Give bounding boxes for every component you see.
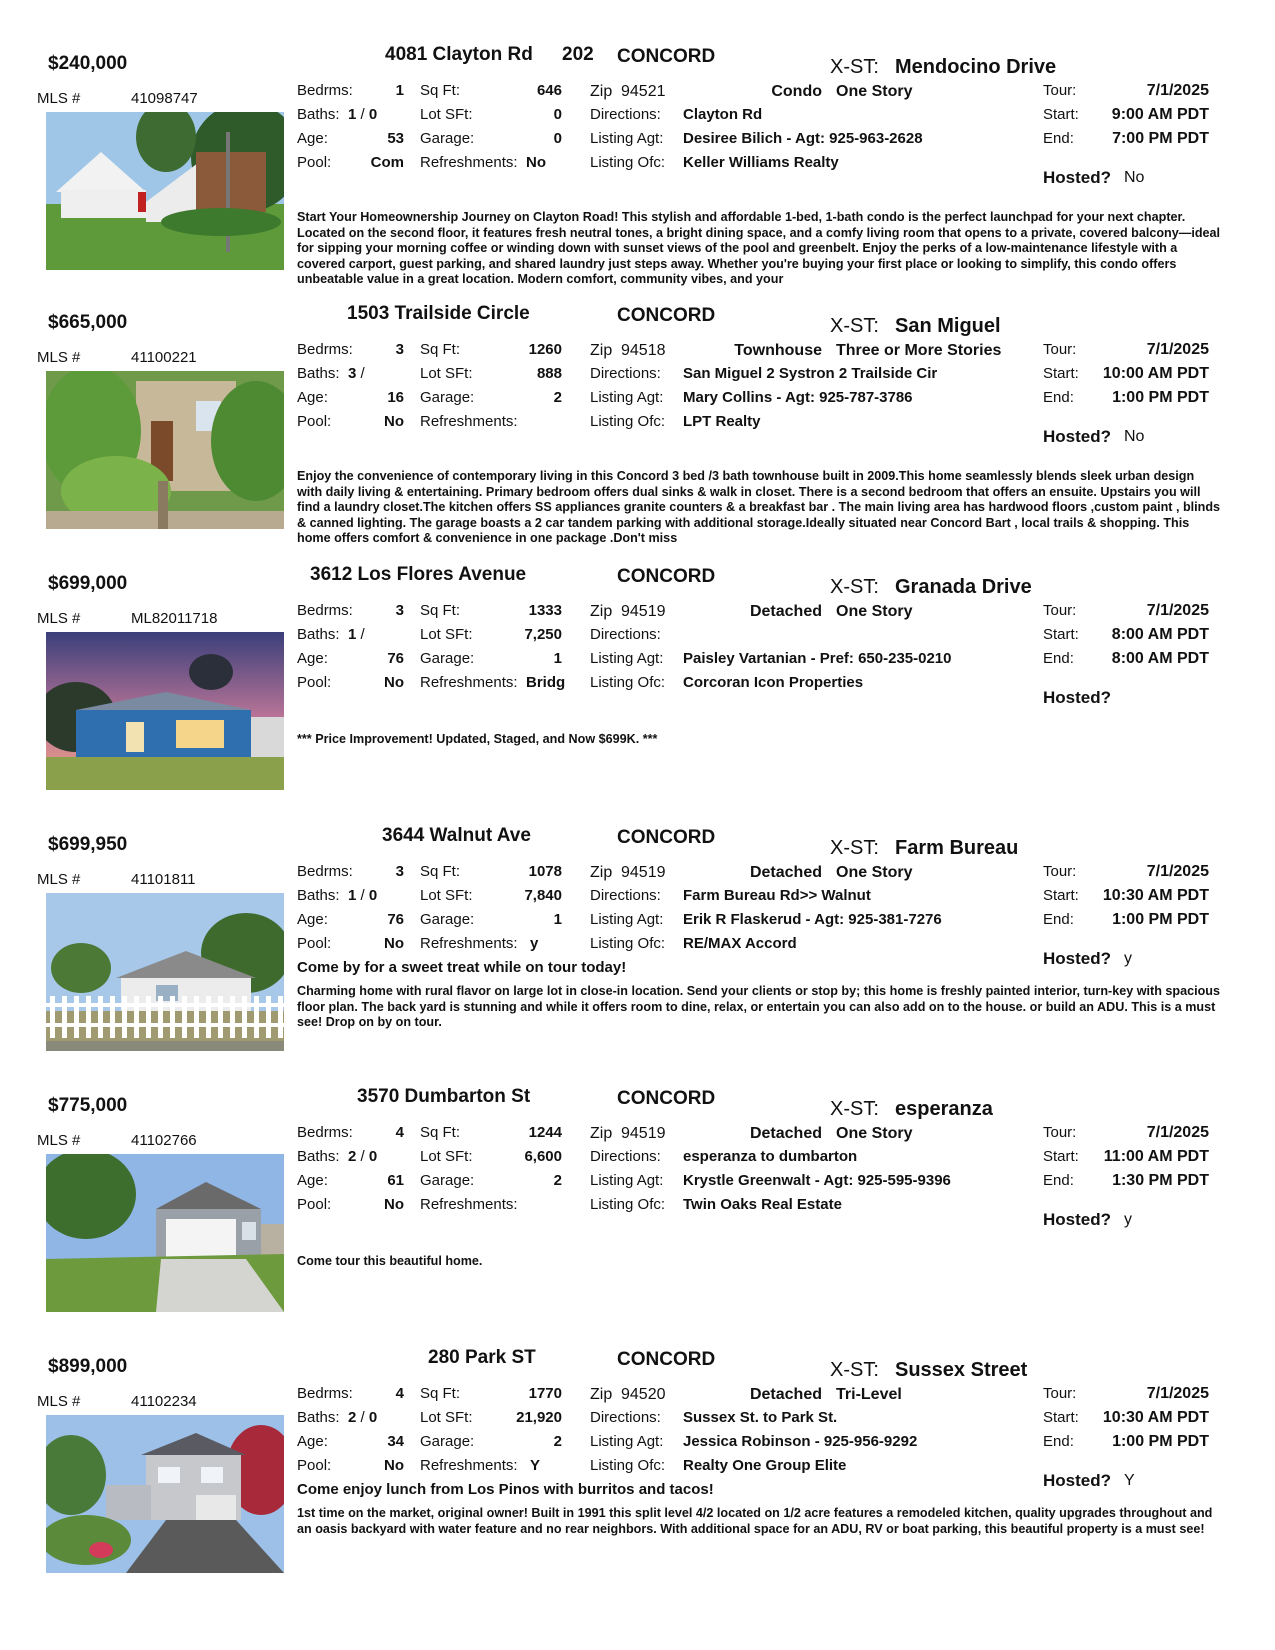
- hosted-label: Hosted?: [1043, 1471, 1111, 1490]
- listing-agent-value: Mary Collins - Agt: 925-787-3786: [683, 389, 913, 406]
- baths-value: 2 / 0: [348, 1409, 378, 1426]
- listing-agent-value: Jessica Robinson - 925-956-9292: [683, 1433, 918, 1450]
- mls-label: MLS #: [37, 610, 81, 627]
- lot-sqft-label: Lot SFt:: [420, 1409, 473, 1426]
- lot-sqft-value: 21,920: [516, 1409, 562, 1426]
- tour-date: 7/1/2025: [1146, 1385, 1209, 1402]
- house-photo: [46, 1154, 284, 1312]
- bedrooms-value: 4: [395, 1124, 404, 1141]
- property-photo: [46, 632, 284, 790]
- pool-label: Pool:: [297, 413, 332, 430]
- listing-office-value: Twin Oaks Real Estate: [683, 1196, 842, 1213]
- city: CONCORD: [617, 566, 716, 587]
- property-photo: [46, 893, 284, 1051]
- description: Charming home with rural flavor on large lot in close-in location. Send your clients or stop by; this home is freshly painted interior, turn-key with spacious floor plan. The back yard is stunning and while it offers room to dine, relax, or entertain you can also add on to the house. or build an ADU. This is a must see! Drop on by on tour.: [297, 984, 1220, 1030]
- condo-photo: [46, 112, 284, 270]
- tour-label: Tour:: [1043, 82, 1077, 99]
- zip-value: 94521: [621, 83, 666, 100]
- listing-office-label: Listing Ofc:: [590, 674, 666, 691]
- garage-label: Garage:: [420, 389, 475, 406]
- hosted-label: Hosted?: [1043, 168, 1111, 187]
- bedrooms-value: 4: [395, 1385, 404, 1402]
- bedrooms-label: Bedrms:: [297, 1124, 353, 1141]
- lot-sqft-value: 6,600: [524, 1148, 562, 1165]
- end-label: End:: [1043, 130, 1074, 147]
- end-label: End:: [1043, 1172, 1074, 1189]
- age-value: 34: [387, 1433, 404, 1450]
- promo-text: Come enjoy lunch from Los Pinos with burritos and tacos!: [297, 1481, 714, 1498]
- house-photo: [46, 893, 284, 1051]
- start-label: Start:: [1043, 106, 1079, 123]
- mls-label: MLS #: [37, 1393, 81, 1410]
- listing-office-value: RE/MAX Accord: [683, 935, 797, 952]
- baths-value: 2 / 0: [348, 1148, 378, 1165]
- start-label: Start:: [1043, 1148, 1079, 1165]
- directions-label: Directions:: [590, 1409, 661, 1426]
- stories: One Story: [836, 603, 913, 620]
- baths-value: 1 / 0: [348, 887, 378, 904]
- age-value: 61: [387, 1172, 404, 1189]
- listing-agent-label: Listing Agt:: [590, 650, 664, 667]
- tour-label: Tour:: [1043, 863, 1077, 880]
- baths-label: Baths:: [297, 1409, 340, 1426]
- stories: Three or More Stories: [836, 342, 1002, 359]
- cross-street-label: X-ST:: [830, 576, 879, 598]
- property-type: Detached: [749, 603, 822, 620]
- garage-label: Garage:: [420, 1172, 475, 1189]
- lot-sqft-value: 7,840: [524, 887, 562, 904]
- age-value: 16: [387, 389, 404, 406]
- hosted-value: y: [1124, 1211, 1132, 1228]
- directions-value: San Miguel 2 Systron 2 Trailside Cir: [683, 365, 938, 382]
- end-label: End:: [1043, 389, 1074, 406]
- stories: One Story: [836, 864, 913, 881]
- garage-label: Garage:: [420, 1433, 475, 1450]
- bedrooms-value: 3: [395, 341, 404, 358]
- baths-label: Baths:: [297, 1148, 340, 1165]
- sqft-label: Sq Ft:: [420, 1385, 461, 1402]
- mls-number: 41102234: [131, 1393, 197, 1410]
- tour-date: 7/1/2025: [1146, 863, 1209, 880]
- age-label: Age:: [297, 389, 328, 406]
- cross-street: esperanza: [895, 1098, 993, 1120]
- pool-value: No: [384, 1457, 404, 1474]
- listing-agent-value: Krystle Greenwalt - Agt: 925-595-9396: [683, 1172, 951, 1189]
- zip-value: 94519: [621, 1125, 666, 1142]
- zip-value: 94519: [621, 864, 666, 881]
- mls-label: MLS #: [37, 90, 81, 107]
- address: 4081 Clayton Rd: [385, 44, 533, 65]
- townhouse-photo: [46, 371, 284, 529]
- mls-number: 41098747: [131, 90, 198, 107]
- tour-date: 7/1/2025: [1146, 602, 1209, 619]
- refreshments-label: Refreshments:: [420, 674, 518, 691]
- listing-agent-label: Listing Agt:: [590, 911, 664, 928]
- pool-value: No: [384, 935, 404, 952]
- listing-office-label: Listing Ofc:: [590, 1457, 666, 1474]
- garage-label: Garage:: [420, 650, 475, 667]
- property-type: Detached: [749, 864, 822, 881]
- listing-office-value: Realty One Group Elite: [683, 1457, 847, 1474]
- cross-street: San Miguel: [895, 315, 1001, 337]
- city: CONCORD: [617, 827, 716, 848]
- mls-label: MLS #: [37, 871, 81, 888]
- bedrooms-label: Bedrms:: [297, 602, 353, 619]
- cross-street: Granada Drive: [895, 576, 1032, 598]
- promo-text: Come by for a sweet treat while on tour today!: [297, 959, 627, 976]
- sqft-value: 1770: [528, 1385, 562, 1402]
- address: 3644 Walnut Ave: [382, 825, 531, 846]
- bedrooms-label: Bedrms:: [297, 863, 353, 880]
- directions-label: Directions:: [590, 106, 661, 123]
- zip-value: 94518: [621, 342, 666, 359]
- zip-label: Zip: [590, 1125, 613, 1142]
- directions-value: esperanza to dumbarton: [683, 1148, 858, 1165]
- description: 1st time on the market, original owner! Built in 1991 this split level 4/2 located on 1/2 acre features a remodeled kitchen, quality upgrades throughout and an oasis backyard with water feature and no rear neighbors. With additional space for an ADU, RV or boat parking, this beautiful property is a must see!: [297, 1506, 1213, 1536]
- refreshments-value: No: [526, 154, 546, 171]
- listing-card: [0, 1343, 1275, 1603]
- refreshments-label: Refreshments:: [420, 935, 518, 952]
- refreshments-value: Bridg: [526, 674, 566, 691]
- listing-card: [0, 1082, 1275, 1342]
- mls-label: MLS #: [37, 1132, 81, 1149]
- sqft-value: 646: [536, 82, 562, 99]
- mls-number: 41101811: [131, 871, 196, 888]
- address: 3570 Dumbarton St: [357, 1086, 531, 1107]
- end-time: 1:00 PM PDT: [1112, 1433, 1209, 1450]
- tour-label: Tour:: [1043, 602, 1077, 619]
- garage-value: 0: [553, 130, 562, 147]
- garage-label: Garage:: [420, 911, 475, 928]
- listing-office-label: Listing Ofc:: [590, 1196, 666, 1213]
- property-type: Detached: [749, 1386, 822, 1403]
- bedrooms-label: Bedrms:: [297, 341, 353, 358]
- address: 3612 Los Flores Avenue: [310, 564, 527, 585]
- listing-office-value: LPT Realty: [683, 413, 761, 430]
- garage-value: 2: [553, 1433, 562, 1450]
- cross-street: Farm Bureau: [895, 837, 1019, 859]
- listing-office-value: Keller Williams Realty: [683, 154, 839, 171]
- directions-label: Directions:: [590, 1148, 661, 1165]
- stories: One Story: [836, 83, 913, 100]
- sqft-label: Sq Ft:: [420, 1124, 461, 1141]
- zip-value: 94520: [621, 1386, 666, 1403]
- cross-street-label: X-ST:: [830, 56, 879, 78]
- baths-label: Baths:: [297, 365, 340, 382]
- garage-value: 1: [553, 650, 562, 667]
- property-photo: [46, 112, 284, 270]
- price: $899,000: [48, 1356, 128, 1377]
- tour-label: Tour:: [1043, 1124, 1077, 1141]
- sqft-label: Sq Ft:: [420, 602, 461, 619]
- age-value: 76: [387, 650, 404, 667]
- cross-street-label: X-ST:: [830, 837, 879, 859]
- start-time: 10:30 AM PDT: [1102, 1409, 1209, 1426]
- listing-agent-value: Desiree Bilich - Agt: 925-963-2628: [683, 130, 923, 147]
- zip-label: Zip: [590, 603, 613, 620]
- baths-label: Baths:: [297, 626, 340, 643]
- city: CONCORD: [617, 305, 716, 326]
- zip-label: Zip: [590, 342, 613, 359]
- start-label: Start:: [1043, 1409, 1079, 1426]
- hosted-value: y: [1124, 950, 1132, 967]
- mls-number: ML82011718: [131, 610, 218, 627]
- property-type: Detached: [749, 1125, 822, 1142]
- cross-street-label: X-ST:: [830, 1359, 879, 1381]
- listing-card: [0, 299, 1275, 559]
- age-label: Age:: [297, 650, 328, 667]
- cross-street: Mendocino Drive: [895, 56, 1057, 78]
- property-photo: [46, 371, 284, 529]
- address: 1503 Trailside Circle: [347, 303, 530, 324]
- pool-value: Com: [370, 154, 404, 171]
- start-time: 10:00 AM PDT: [1102, 365, 1209, 382]
- start-label: Start:: [1043, 365, 1079, 382]
- directions-label: Directions:: [590, 365, 661, 382]
- age-value: 76: [387, 911, 404, 928]
- house-photo: [46, 1415, 284, 1573]
- directions-value: Farm Bureau Rd>> Walnut: [683, 887, 871, 904]
- bedrooms-label: Bedrms:: [297, 82, 353, 99]
- description: Start Your Homeownership Journey on Clayton Road! This stylish and affordable 1-bed, 1-bath condo is the perfect launchpad for your next chapter. Located on the second floor, it features fresh neutral tones, a bright dining space, and a comfy living room that opens to a private, covered balcony—ideal for sipping your morning coffee or winding down with sunset views of the pool and greenbelt. Enjoy the perks of a low-maintenance lifestyle with a covered carport, guest parking, and shared laundry just steps away. Whether you're buying your first place or looking to simplify, this condo offers unbeatable value in a great location. Modern comfort, community vibes, and your: [297, 210, 1221, 287]
- pool-label: Pool:: [297, 154, 332, 171]
- pool-label: Pool:: [297, 1457, 332, 1474]
- listing-agent-label: Listing Agt:: [590, 1172, 664, 1189]
- listing-card: [0, 40, 1275, 300]
- end-time: 1:00 PM PDT: [1112, 911, 1209, 928]
- baths-label: Baths:: [297, 887, 340, 904]
- tour-date: 7/1/2025: [1146, 1124, 1209, 1141]
- sqft-value: 1244: [528, 1124, 562, 1141]
- age-label: Age:: [297, 130, 328, 147]
- lot-sqft-label: Lot SFt:: [420, 365, 473, 382]
- hosted-value: No: [1124, 169, 1145, 186]
- sqft-label: Sq Ft:: [420, 863, 461, 880]
- zip-label: Zip: [590, 83, 613, 100]
- description: *** Price Improvement! Updated, Staged, and Now $699K. ***: [297, 732, 658, 746]
- mls-number: 41100221: [131, 349, 197, 366]
- end-label: End:: [1043, 911, 1074, 928]
- stories: Tri-Level: [836, 1386, 902, 1403]
- age-label: Age:: [297, 1172, 328, 1189]
- end-time: 7:00 PM PDT: [1112, 130, 1209, 147]
- hosted-label: Hosted?: [1043, 949, 1111, 968]
- end-label: End:: [1043, 1433, 1074, 1450]
- age-value: 53: [387, 130, 404, 147]
- baths-value: 3 /: [348, 365, 365, 382]
- listing-card: [0, 560, 1275, 820]
- listing-office-label: Listing Ofc:: [590, 413, 666, 430]
- mls-number: 41102766: [131, 1132, 197, 1149]
- bedrooms-value: 3: [395, 863, 404, 880]
- refreshments-label: Refreshments:: [420, 1457, 518, 1474]
- refreshments-label: Refreshments:: [420, 413, 518, 430]
- property-photo: [46, 1154, 284, 1312]
- price: $665,000: [48, 312, 128, 333]
- zip-value: 94519: [621, 603, 666, 620]
- end-label: End:: [1043, 650, 1074, 667]
- tour-label: Tour:: [1043, 1385, 1077, 1402]
- price: $699,950: [48, 834, 128, 855]
- cross-street-label: X-ST:: [830, 315, 879, 337]
- pool-value: No: [384, 674, 404, 691]
- sqft-label: Sq Ft:: [420, 82, 461, 99]
- pool-value: No: [384, 1196, 404, 1213]
- pool-value: No: [384, 413, 404, 430]
- house-photo: [46, 632, 284, 790]
- price: $699,000: [48, 573, 128, 594]
- listing-office-label: Listing Ofc:: [590, 935, 666, 952]
- property-type: Townhouse: [734, 342, 822, 359]
- hosted-value: Y: [1124, 1472, 1135, 1489]
- garage-value: 1: [553, 911, 562, 928]
- sqft-value: 1333: [528, 602, 562, 619]
- directions-value: Sussex St. to Park St.: [683, 1409, 838, 1426]
- start-time: 8:00 AM PDT: [1111, 626, 1209, 643]
- sqft-label: Sq Ft:: [420, 341, 461, 358]
- address: 280 Park ST: [428, 1347, 536, 1368]
- description: Come tour this beautiful home.: [297, 1254, 483, 1268]
- pool-label: Pool:: [297, 935, 332, 952]
- cross-street-label: X-ST:: [830, 1098, 879, 1120]
- lot-sqft-label: Lot SFt:: [420, 106, 473, 123]
- zip-label: Zip: [590, 1386, 613, 1403]
- directions-label: Directions:: [590, 626, 661, 643]
- end-time: 1:30 PM PDT: [1112, 1172, 1209, 1189]
- city: CONCORD: [617, 46, 716, 67]
- end-time: 8:00 AM PDT: [1111, 650, 1209, 667]
- hosted-label: Hosted?: [1043, 1210, 1111, 1229]
- refreshments-value: y: [530, 935, 539, 952]
- listing-agent-value: Paisley Vartanian - Pref: 650-235-0210: [683, 650, 952, 667]
- bedrooms-value: 3: [395, 602, 404, 619]
- lot-sqft-label: Lot SFt:: [420, 887, 473, 904]
- price: $240,000: [48, 53, 128, 74]
- tour-date: 7/1/2025: [1146, 341, 1209, 358]
- listing-office-label: Listing Ofc:: [590, 154, 666, 171]
- sqft-value: 1078: [528, 863, 562, 880]
- end-time: 1:00 PM PDT: [1112, 389, 1209, 406]
- garage-value: 2: [553, 389, 562, 406]
- refreshments-value: Y: [530, 1457, 541, 1474]
- baths-value: 1 / 0: [348, 106, 378, 123]
- lot-sqft-label: Lot SFt:: [420, 626, 473, 643]
- description: Enjoy the convenience of contemporary living in this Concord 3 bed /3 bath townhouse built in 2009.This home seamlessly blends sleek urban design with daily living & entertaining. Primary bedroom offers dual sinks & walk in closet. There is a second bedroom that offers an ensuite. Upstairs you will find a laundry closet.The kitchen offers SS appliances granite counters & a breakfast bar . The main living area has hardwood floors ,custom paint , blinds & canned lighting. The garage boasts a 2 car tandem parking with additional storage.Ideally situated near Concord Bart , local trails & shopping. This home offers comfort & convenience in one package .Don't miss: [297, 469, 1221, 546]
- refreshments-label: Refreshments:: [420, 154, 518, 171]
- start-time: 9:00 AM PDT: [1111, 106, 1209, 123]
- stories: One Story: [836, 1125, 913, 1142]
- age-label: Age:: [297, 1433, 328, 1450]
- listing-office-value: Corcoran Icon Properties: [683, 674, 864, 691]
- tour-label: Tour:: [1043, 341, 1077, 358]
- hosted-label: Hosted?: [1043, 427, 1111, 446]
- start-time: 11:00 AM PDT: [1103, 1148, 1209, 1165]
- age-label: Age:: [297, 911, 328, 928]
- listing-agent-label: Listing Agt:: [590, 389, 664, 406]
- property-type: Condo: [771, 83, 822, 100]
- city: CONCORD: [617, 1088, 716, 1109]
- baths-label: Baths:: [297, 106, 340, 123]
- start-label: Start:: [1043, 887, 1079, 904]
- listing-agent-label: Listing Agt:: [590, 130, 664, 147]
- directions-label: Directions:: [590, 887, 661, 904]
- refreshments-label: Refreshments:: [420, 1196, 518, 1213]
- bedrooms-label: Bedrms:: [297, 1385, 353, 1402]
- cross-street: Sussex Street: [895, 1359, 1028, 1381]
- bedrooms-value: 1: [395, 82, 404, 99]
- unit-number: 202: [562, 44, 594, 65]
- start-label: Start:: [1043, 626, 1079, 643]
- price: $775,000: [48, 1095, 128, 1116]
- lot-sqft-value: 7,250: [524, 626, 562, 643]
- baths-value: 1 /: [348, 626, 365, 643]
- start-time: 10:30 AM PDT: [1102, 887, 1209, 904]
- property-photo: [46, 1415, 284, 1573]
- pool-label: Pool:: [297, 1196, 332, 1213]
- lot-sqft-value: 0: [553, 106, 562, 123]
- lot-sqft-value: 888: [536, 365, 562, 382]
- pool-label: Pool:: [297, 674, 332, 691]
- lot-sqft-label: Lot SFt:: [420, 1148, 473, 1165]
- garage-label: Garage:: [420, 130, 475, 147]
- sqft-value: 1260: [528, 341, 562, 358]
- garage-value: 2: [553, 1172, 562, 1189]
- mls-label: MLS #: [37, 349, 81, 366]
- listing-agent-label: Listing Agt:: [590, 1433, 664, 1450]
- hosted-value: No: [1124, 428, 1145, 445]
- hosted-label: Hosted?: [1043, 688, 1111, 707]
- zip-label: Zip: [590, 864, 613, 881]
- listing-agent-value: Erik R Flaskerud - Agt: 925-381-7276: [683, 911, 942, 928]
- city: CONCORD: [617, 1349, 716, 1370]
- directions-value: Clayton Rd: [683, 106, 763, 123]
- tour-date: 7/1/2025: [1146, 82, 1209, 99]
- listing-card: [0, 821, 1275, 1081]
